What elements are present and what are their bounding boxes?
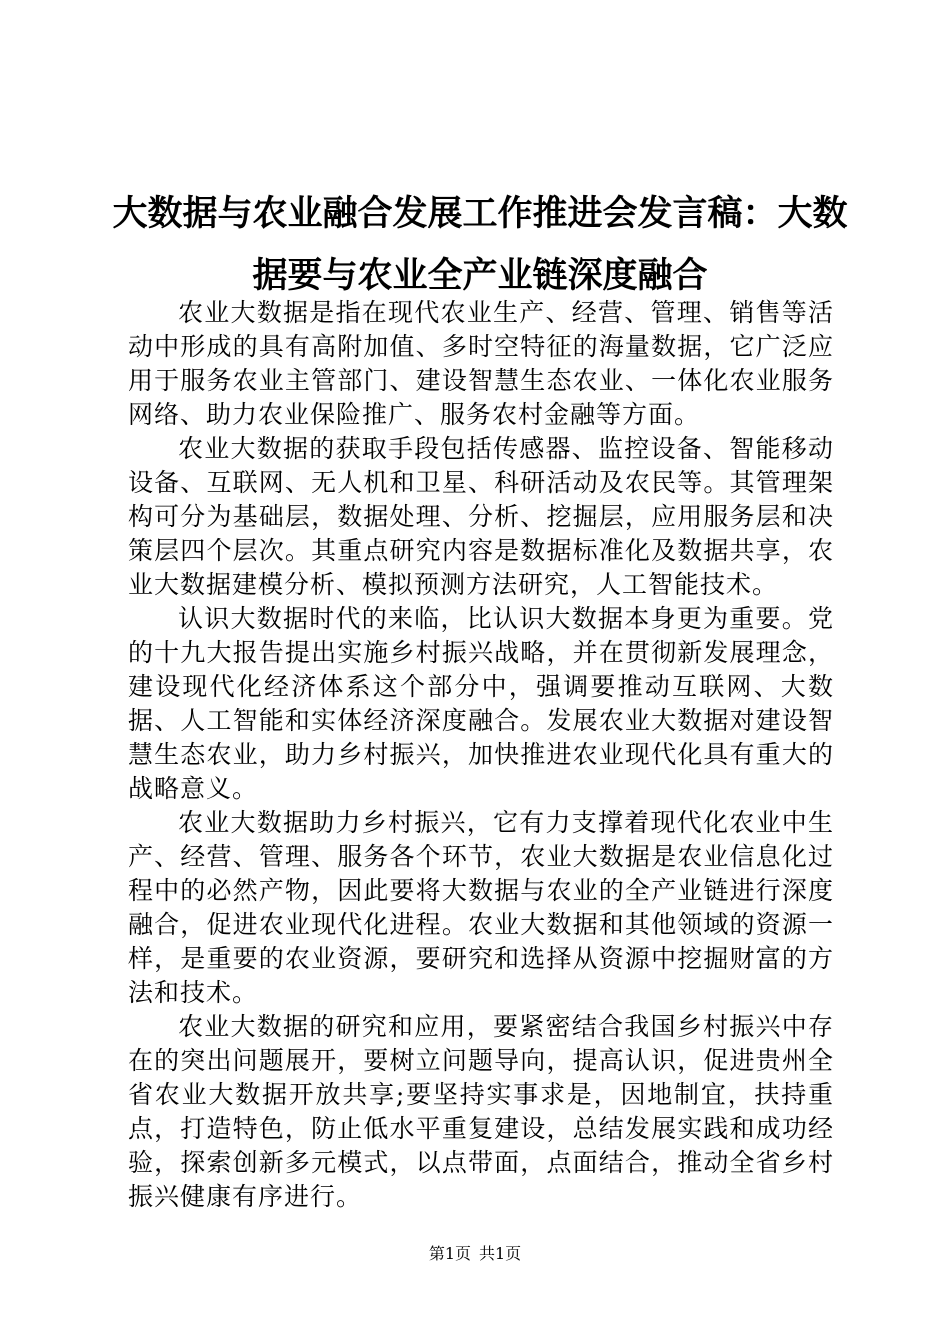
paragraph-2: 农业大数据的获取手段包括传感器、监控设备、智能移动设备、互联网、无人机和卫星、科研活动及农民等。其管理架构可分为基础层，数据处理、分析、挖掘层，应用服务层和决策层四个层次。其重点研究内容是数据标准化及数据共享，农业大数据建模分析、模拟预测方法研究，人工智能技术。 (128, 434, 834, 599)
paragraph-4: 农业大数据助力乡村振兴，它有力支撑着现代化农业中生产、经营、管理、服务各个环节，农业大数据是农业信息化过程中的必然产物，因此要将大数据与农业的全产业链进行深度融合，促进农业现代化进程。农业大数据和其他领域的资源一样，是重要的农业资源，要研究和选择从资源中挖掘财富的方法和技术。 (128, 808, 834, 1007)
page-number: 第1页 (428, 1244, 471, 1263)
page-footer (0, 1242, 950, 1266)
document-body (128, 296, 834, 1214)
page-total: 共1页 (479, 1244, 522, 1263)
paragraph-1: 农业大数据是指在现代农业生产、经营、管理、销售等活动中形成的具有高附加值、多时空特征的海量数据，它广泛应用于服务农业主管部门、建设智慧生态农业、一体化农业服务网络、助力农业保险推广、服务农村金融等方面。 (128, 298, 834, 429)
paragraph-5: 农业大数据的研究和应用，要紧密结合我国乡村振兴中存在的突出问题展开，要树立问题导向，提高认识，促进贵州全省农业大数据开放共享;要坚持实事求是，因地制宜，扶持重点，打造特色，防止低水平重复建设，总结发展实践和成功经验，探索创新多元模式，以点带面，点面结合，推动全省乡村振兴健康有序进行。 (128, 1012, 834, 1211)
paragraph-3: 认识大数据时代的来临，比认识大数据本身更为重要。党的十九大报告提出实施乡村振兴战略，并在贯彻新发展理念，建设现代化经济体系这个部分中，强调要推动互联网、大数据、人工智能和实体经济深度融合。发展农业大数据对建设智慧生态农业，助力乡村振兴，加快推进农业现代化具有重大的战略意义。 (128, 604, 834, 803)
document-title: 大数据与农业融合发展工作推进会发言稿：大数据要与农业全产业链深度融合 (112, 193, 848, 296)
